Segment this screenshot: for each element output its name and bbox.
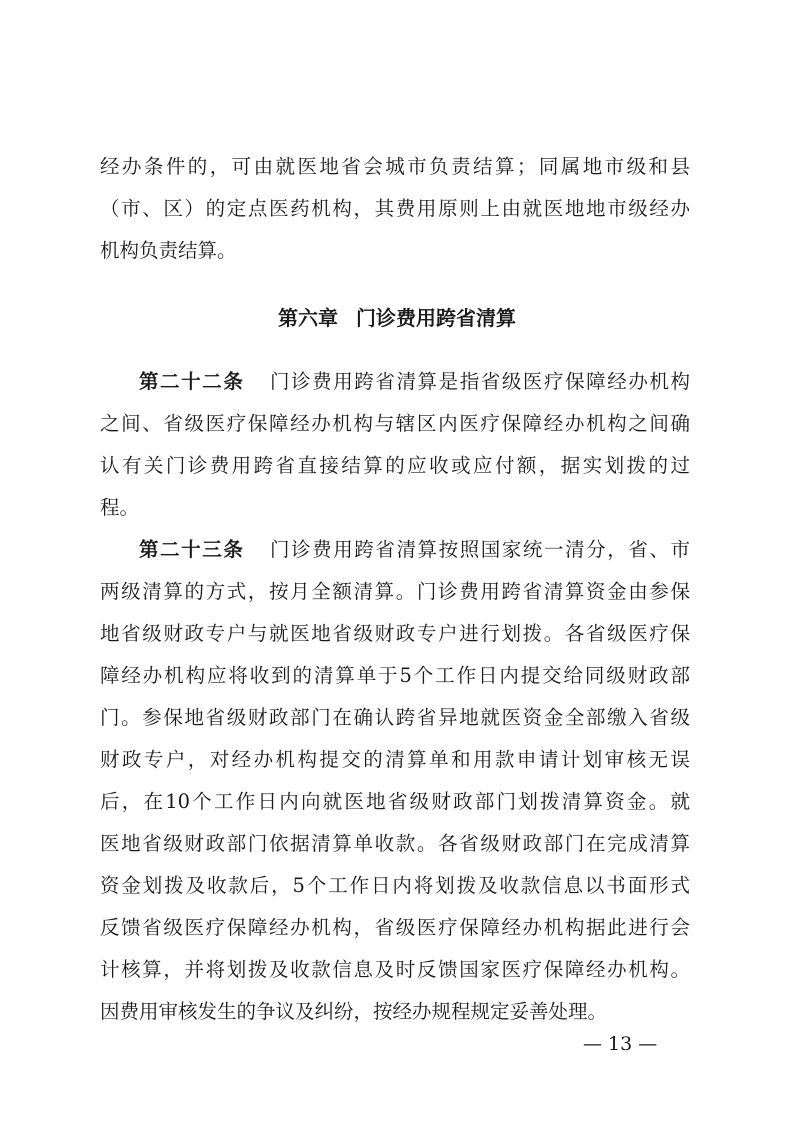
chapter-title: 门诊费用跨省清算 [356,306,516,330]
body-text-line: 两级清算的方式，按月全额清算。门诊费用跨省清算资金由参保 [100,580,690,603]
body-text-line: 障经办机构应将收到的清算单于5个工作日内提交给同级财政部 [100,664,690,687]
body-text-line: 之间、省级医疗保障经办机构与辖区内医疗保障经办机构之间确 [100,412,690,435]
chapter-heading [0,305,794,331]
body-text-line: （市、区）的定点医药机构，其费用原则上由就医地地市级经办 [100,197,690,220]
chapter-number: 第六章 [278,306,338,330]
body-text-line: 计核算，并将划拨及收款信息及时反馈国家医疗保障经办机构。 [100,958,690,981]
body-text-line: 地省级财政专户与就医地省级财政专户进行划拨。各省级医疗保 [100,622,690,645]
body-text-line: 后，在10个工作日内向就医地省级财政部门划拨清算资金。就 [100,790,690,813]
body-text-line: 门。参保地省级财政部门在确认跨省异地就医资金全部缴入省级 [100,706,690,729]
article-label: 第二十二条 [139,370,245,393]
page-number: — 13 — [583,1033,658,1055]
body-text-line: 财政专户，对经办机构提交的清算单和用款申请计划审核无误 [100,748,690,771]
body-text-line: 反馈省级医疗保障经办机构，省级医疗保障经办机构据此进行会 [100,916,690,939]
article-text: 门诊费用跨省清算按照国家统一清分，省、市 [268,538,690,561]
body-text-line: 资金划拨及收款后，5个工作日内将划拨及收款信息以书面形式 [100,874,690,897]
body-text-line: 机构负责结算。 [100,239,237,262]
body-text-line: 医地省级财政部门依据清算单收款。各省级财政部门在完成清算 [100,832,690,855]
body-text-line: 因费用审核发生的争议及纠纷，按经办规程规定妥善处理。 [100,1000,608,1023]
article-text: 门诊费用跨省清算是指省级医疗保障经办机构 [268,370,690,393]
article-paragraph-start [139,538,690,562]
article-paragraph-start [139,370,690,394]
article-label: 第二十三条 [139,538,245,561]
body-text-line: 程。 [100,496,140,519]
body-text-line: 经办条件的，可由就医地省会城市负责结算；同属地市级和县 [100,155,690,178]
body-text-line: 认有关门诊费用跨省直接结算的应收或应付额，据实划拨的过 [100,454,690,477]
